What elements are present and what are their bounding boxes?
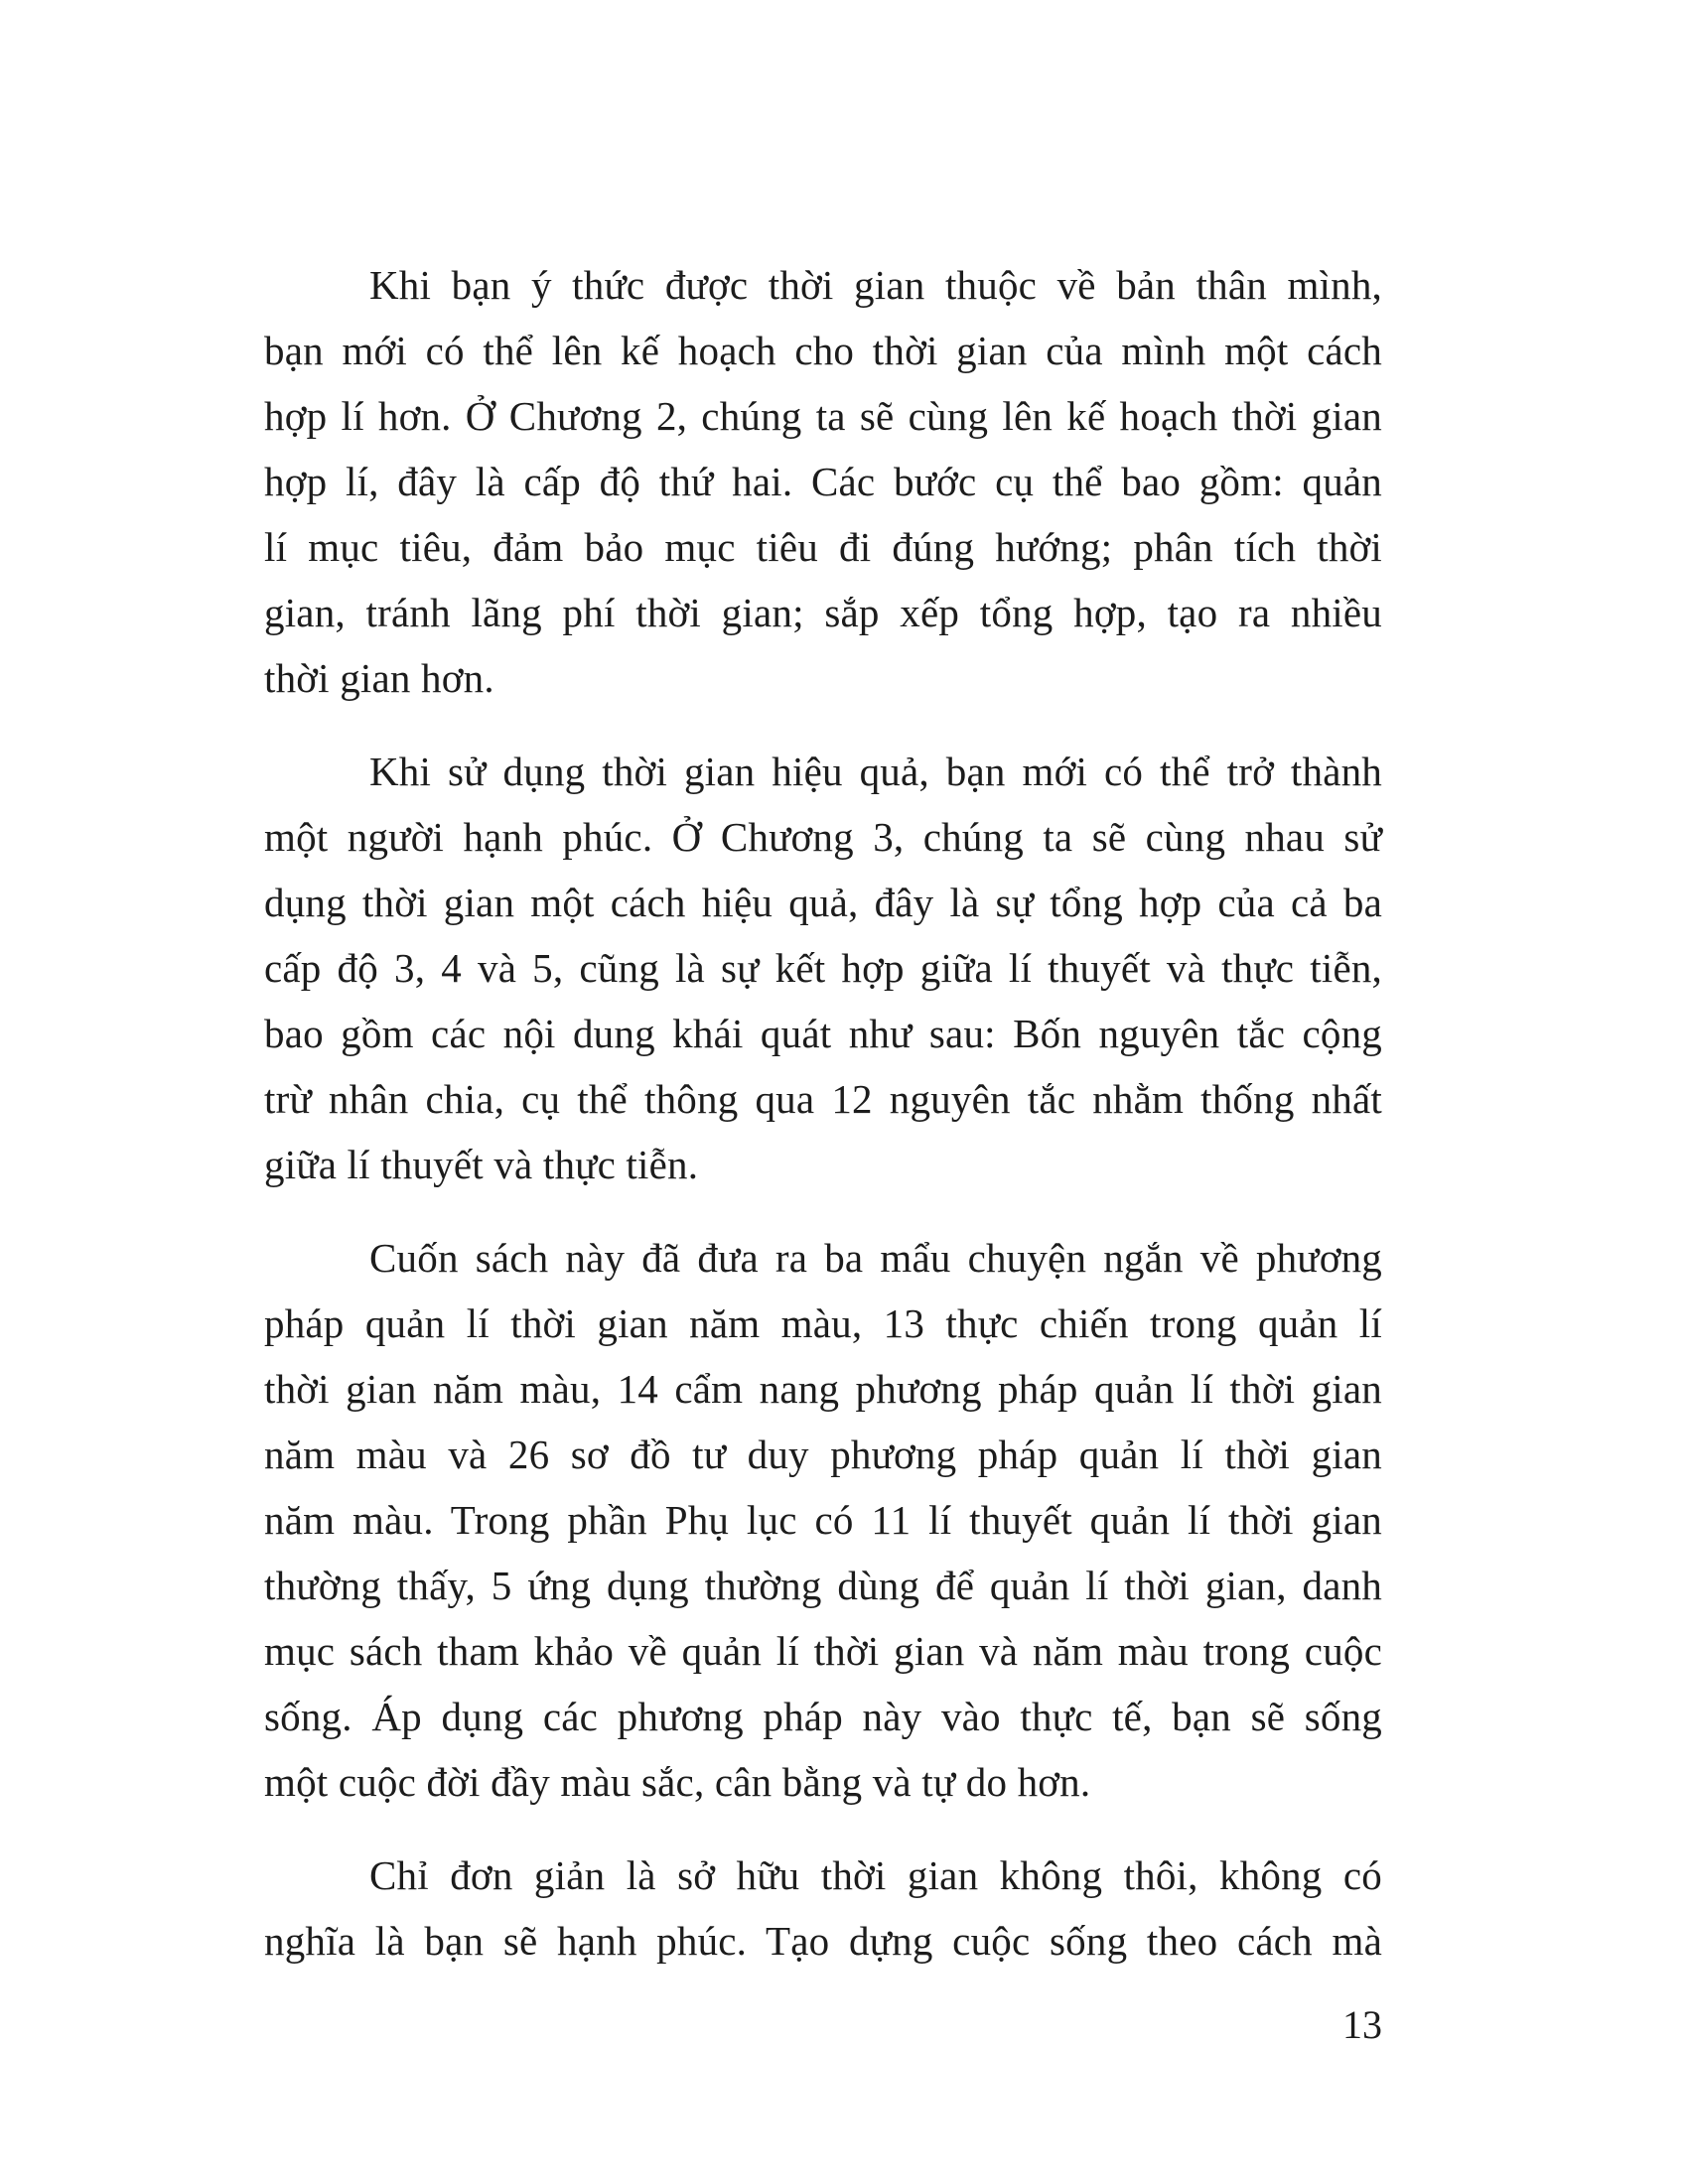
text-line: gian, tránh lãng phí thời gian; sắp xếp tổng hợp, tạo ra nhiều bbox=[264, 590, 1382, 635]
text-line: hợp lí, đây là cấp độ thứ hai. Các bước cụ thể bao gồm: quản bbox=[264, 459, 1382, 504]
text-line: hợp lí hơn. Ở Chương 2, chúng ta sẽ cùng lên kế hoạch thời gian bbox=[264, 393, 1382, 439]
text-line: năm màu. Trong phần Phụ lục có 11 lí thuyết quản lí thời gian bbox=[264, 1497, 1382, 1543]
text-line: thời gian hơn. bbox=[264, 655, 494, 701]
paragraph bbox=[264, 739, 1382, 1197]
text-line: Khi sử dụng thời gian hiệu quả, bạn mới có thể trở thành bbox=[369, 749, 1382, 794]
text-line: nghĩa là bạn sẽ hạnh phúc. Tạo dựng cuộc sống theo cách mà bbox=[264, 1918, 1382, 1964]
text-line: bao gồm các nội dung khái quát như sau: Bốn nguyên tắc cộng bbox=[264, 1011, 1382, 1056]
text-line: pháp quản lí thời gian năm màu, 13 thực chiến trong quản lí bbox=[264, 1300, 1382, 1346]
text-line: dụng thời gian một cách hiệu quả, đây là sự tổng hợp của cả ba bbox=[264, 880, 1382, 925]
text-line: sống. Áp dụng các phương pháp này vào thực tế, bạn sẽ sống bbox=[264, 1694, 1382, 1739]
text-line: một người hạnh phúc. Ở Chương 3, chúng ta sẽ cùng nhau sử bbox=[264, 814, 1382, 860]
text-block bbox=[264, 252, 1382, 2001]
text-line: mục sách tham khảo về quản lí thời gian và năm màu trong cuộc bbox=[264, 1628, 1382, 1674]
text-line: giữa lí thuyết và thực tiễn. bbox=[264, 1142, 699, 1187]
text-line: một cuộc đời đầy màu sắc, cân bằng và tự do hơn. bbox=[264, 1759, 1091, 1805]
paragraph bbox=[264, 252, 1382, 711]
text-line: Cuốn sách này đã đưa ra ba mẩu chuyện ngắn về phương bbox=[369, 1235, 1382, 1281]
text-line: Khi bạn ý thức được thời gian thuộc về bản thân mình, bbox=[369, 262, 1382, 308]
text-line: cấp độ 3, 4 và 5, cũng là sự kết hợp giữa lí thuyết và thực tiễn, bbox=[264, 945, 1382, 991]
paragraph bbox=[264, 1843, 1382, 1974]
text-line: trừ nhân chia, cụ thể thông qua 12 nguyên tắc nhằm thống nhất bbox=[264, 1076, 1382, 1122]
text-line: bạn mới có thể lên kế hoạch cho thời gian của mình một cách bbox=[264, 328, 1382, 373]
paragraph bbox=[264, 1225, 1382, 1815]
text-line: Chỉ đơn giản là sở hữu thời gian không thôi, không có bbox=[369, 1852, 1382, 1898]
text-line: năm màu và 26 sơ đồ tư duy phương pháp quản lí thời gian bbox=[264, 1432, 1382, 1477]
text-line: lí mục tiêu, đảm bảo mục tiêu đi đúng hướng; phân tích thời bbox=[264, 524, 1382, 570]
text-line: thời gian năm màu, 14 cẩm nang phương pháp quản lí thời gian bbox=[264, 1366, 1382, 1412]
text-line: thường thấy, 5 ứng dụng thường dùng để quản lí thời gian, danh bbox=[264, 1563, 1382, 1608]
page-number: 13 bbox=[1342, 2002, 1382, 2047]
